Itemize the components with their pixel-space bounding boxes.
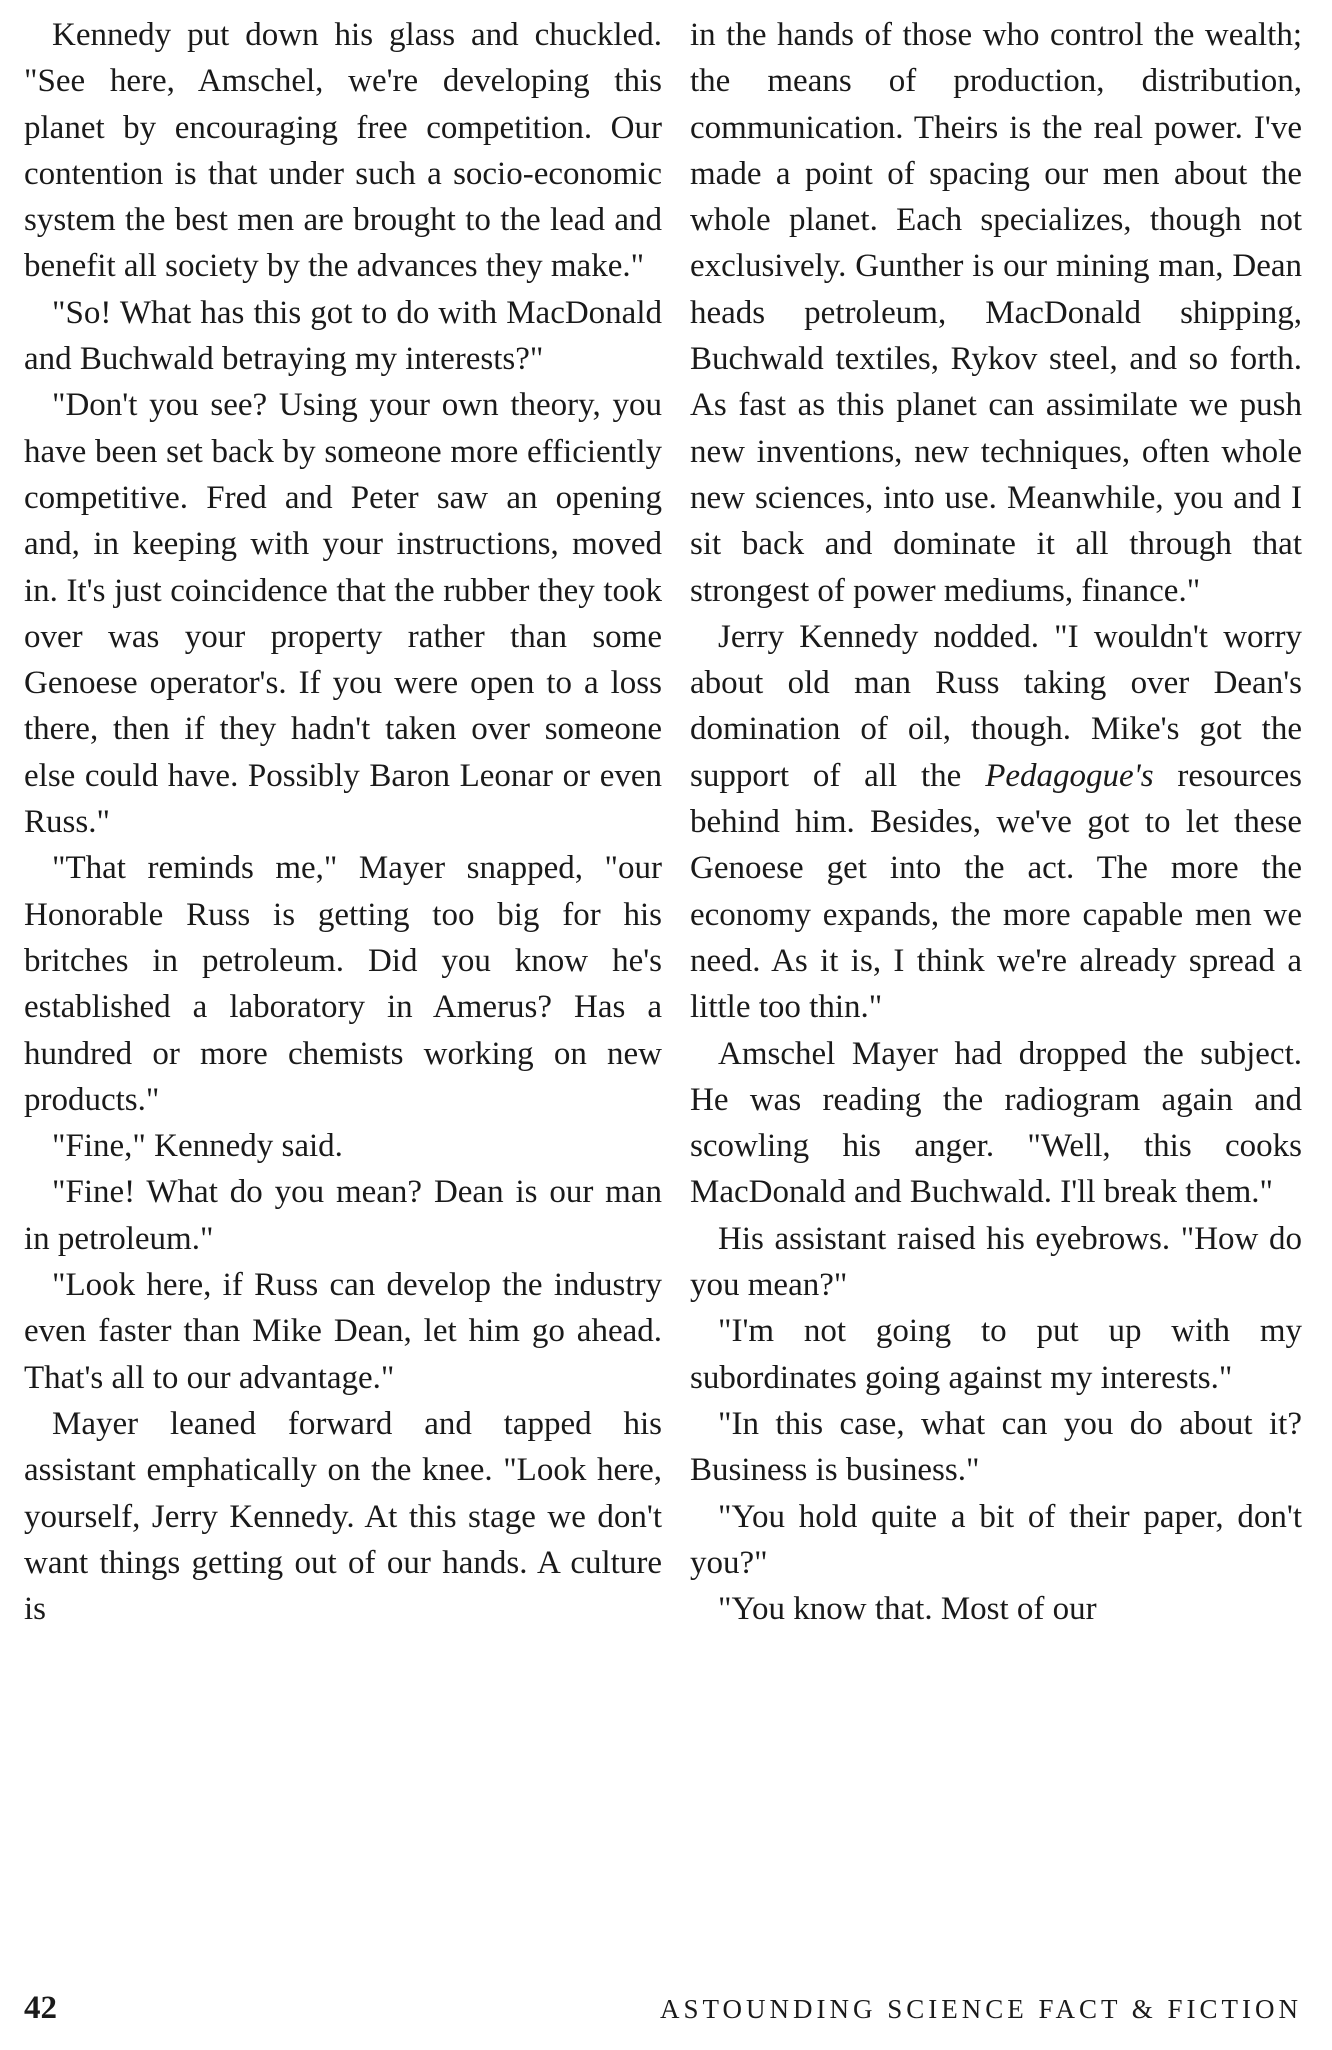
paragraph: Mayer leaned forward and tapped his assistant emphatically on the knee. "Look here, yourself, Jerry Kennedy. At this stage we don't want things getting out of our hands. A culture is: [24, 1405, 662, 1628]
paragraph: "I'm not going to put up with my subordinates going against my interests.": [690, 1313, 1302, 1396]
paragraph: "Look here, if Russ can develop the industry even faster than Mike Dean, let him go ahead. That's all to our advantage.": [24, 1267, 662, 1396]
page-footer: [24, 1990, 1302, 2030]
paragraph: "You hold quite a bit of their paper, don't you?": [690, 1498, 1302, 1581]
paragraph: "In this case, what can you do about it? Business is business.": [690, 1405, 1302, 1489]
right-text-column: [690, 12, 1302, 1632]
paragraph: His assistant raised his eyebrows. "How do you mean?": [690, 1220, 1302, 1304]
paragraph-text: resources behind him. Besides, we've got to let these Genoese get into the act. The more the economy expands, the more capable men we need. As it is, I think we're already spread a little too thin.": [690, 757, 1302, 1026]
paragraph-continuation: in the hands of those who control the wealth; the means of production, distribution, communication. Theirs is the real power. I've made a point of spacing our men about the whole planet. Each specializes, though not exclusively. Gunther is our mining man, Dean heads petroleum, MacDonald shipping, Buchwald textiles, Rykov steel, and so forth. As fast as this planet can assimilate we push new inventions, new techniques, often whole new sciences, into use. Meanwhile, you and I sit back and dominate it all through that strongest of power mediums, finance.": [690, 17, 1302, 609]
page-number: 42: [24, 1990, 57, 2026]
paragraph-text: Jerry Kennedy nodded. "I wouldn't worry about old man Russ taking over Dean's domination of oil, though. Mike's got the support of all the: [690, 618, 1302, 794]
paragraph: "Fine," Kennedy said.: [52, 1128, 343, 1165]
paragraph: "That reminds me," Mayer snapped, "our Honorable Russ is getting too big for his britches in petroleum. Did you know he's established a laboratory in Amerus? Has a hundred or more chemists working on new products.": [24, 850, 662, 1118]
paragraph: "Fine! What do you mean? Dean is our man in petroleum.": [24, 1174, 662, 1257]
italic-title: Pedagogue's: [985, 757, 1154, 794]
left-text-column: [24, 12, 662, 1632]
paragraph: "So! What has this got to do with MacDonald and Buchwald betraying my interests?": [24, 294, 662, 378]
paragraph: "You know that. Most of our: [718, 1591, 1097, 1628]
paragraph: [690, 614, 1302, 1031]
paragraph: "Don't you see? Using your own theory, you have been set back by someone more efficiently competitive. Fred and Peter saw an opening and, in keeping with your instructions, moved in. It's just coincidence that the rubber they took over was your property rather than some Genoese operator's. If you were open to a loss there, then if they hadn't taken over someone else could have. Possibly Baron Leonar or even Russ.": [24, 387, 662, 841]
paragraph: Amschel Mayer had dropped the subject. He was reading the radiogram again and scowling his anger. "Well, this cooks MacDonald and Buchwald. I'll break them.": [690, 1035, 1302, 1211]
paragraph: Kennedy put down his glass and chuckled. "See here, Amschel, we're developing this planet by encouraging free competition. Our contention is that under such a socio-economic system the best men are brought to the lead and benefit all society by the advances they make.": [24, 17, 662, 285]
running-title: ASTOUNDING SCIENCE FACT & FICTION: [659, 1994, 1302, 2024]
